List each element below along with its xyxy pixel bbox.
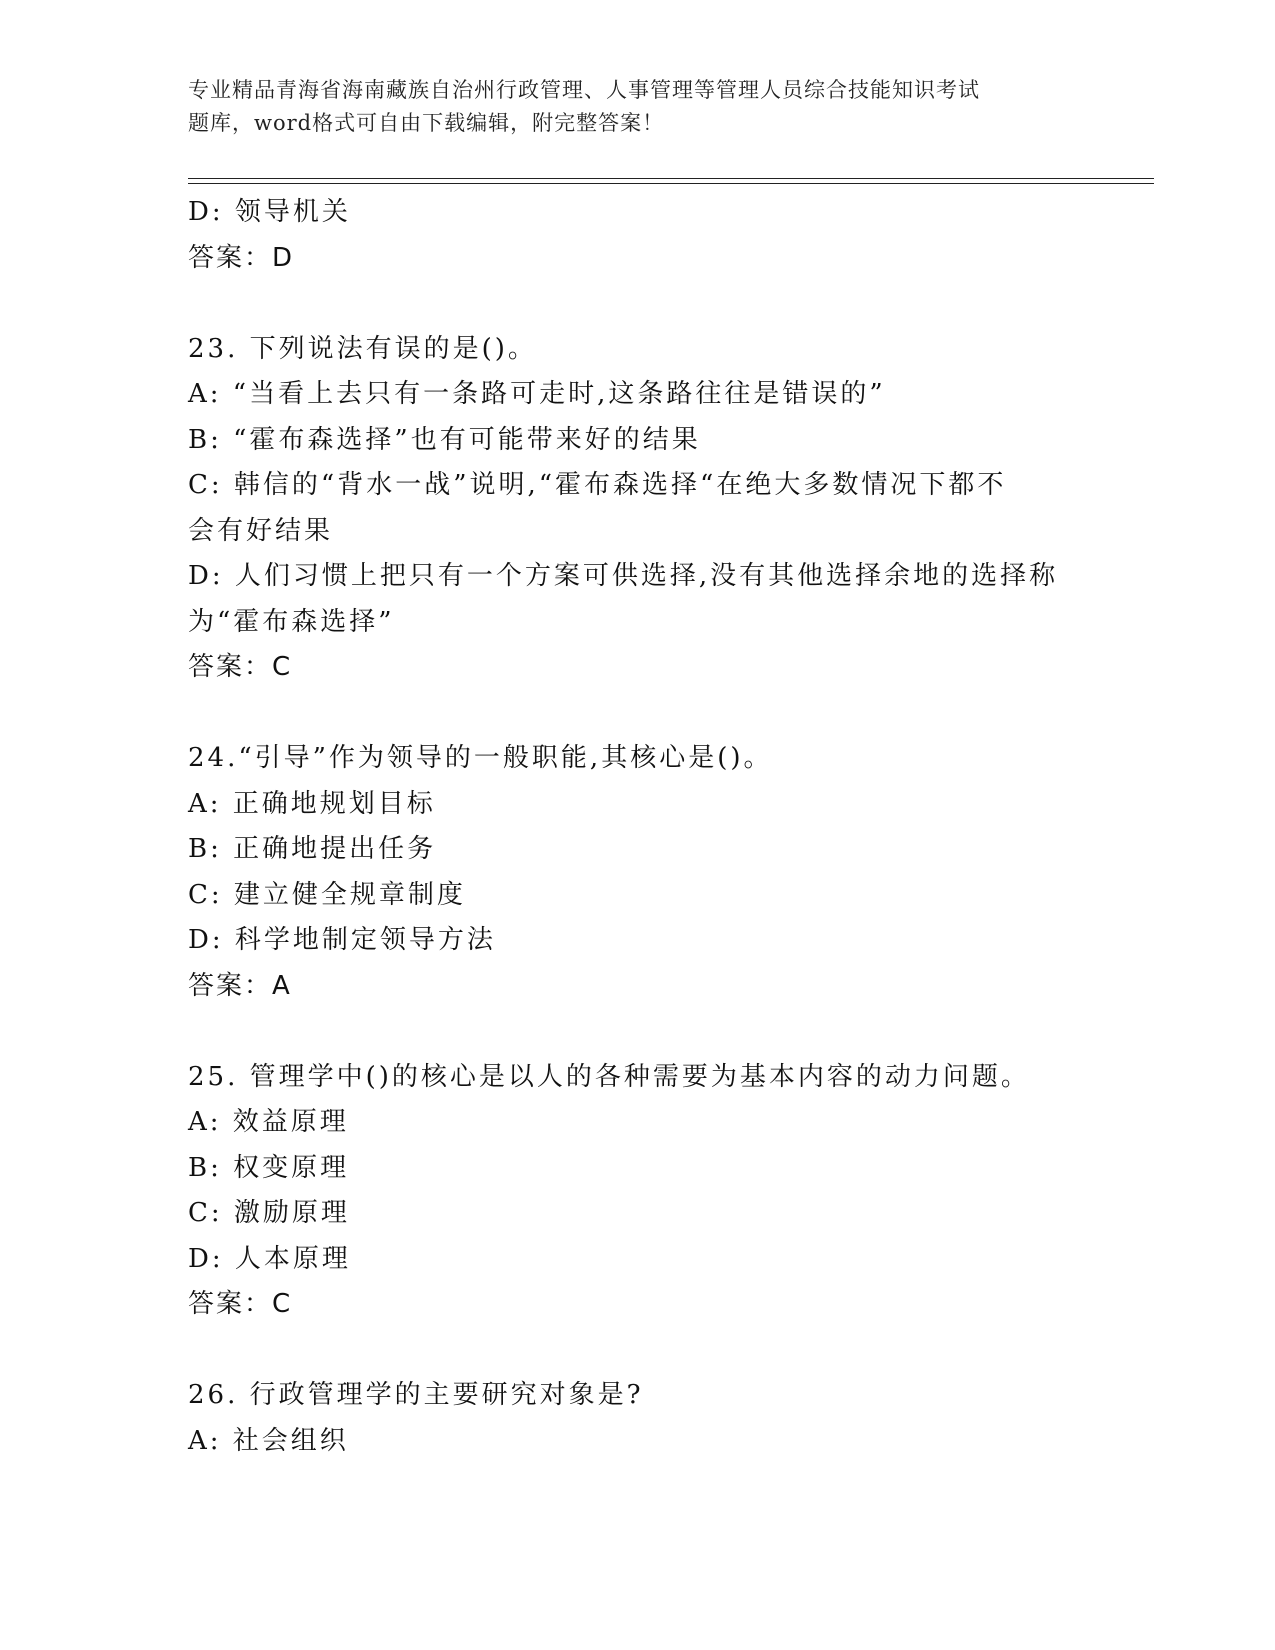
option-line: C: 韩信的“背水一战”说明,“霍布森选择“在绝大多数情况下都不: [188, 470, 1007, 500]
question-stem: 24.“引导”作为领导的一般职能,其核心是()。: [188, 743, 773, 773]
question-23: [188, 327, 1088, 691]
option-line: A: 社会组织: [188, 1425, 349, 1456]
option-line: D: 科学地制定领导方法: [188, 925, 496, 955]
spacer: [188, 1009, 1088, 1055]
question-26: [188, 1373, 1088, 1464]
option-line-continuation: 会有好结果: [188, 515, 334, 546]
option-line: B: 正确地提出任务: [188, 834, 437, 864]
option-line: C: 激励原理: [188, 1198, 350, 1228]
option-line: B: 权变原理: [188, 1152, 350, 1183]
option-line: D: 人本原理: [188, 1243, 351, 1274]
answer-line: 答案：A: [188, 970, 292, 1001]
header-line-2: 题库，word格式可自由下载编辑，附完整答案！: [188, 111, 665, 135]
option-line: D: 人们习惯上把只有一个方案可供选择,没有其他选择余地的选择称: [188, 561, 1059, 591]
question-stem: 25. 管理学中()的核心是以人的各种需要为基本内容的动力问题。: [188, 1061, 1030, 1092]
option-line: A: 效益原理: [188, 1107, 349, 1137]
header-rule-top: [188, 178, 1154, 179]
option-line: B: “霍布森选择”也有可能带来好的结果: [188, 424, 701, 455]
spacer: [188, 281, 1088, 327]
question-stem: 26. 行政管理学的主要研究对象是?: [188, 1380, 644, 1410]
answer-line: 答案：D: [188, 242, 295, 273]
question-list: [188, 190, 1088, 1464]
carryover-block: [188, 190, 1088, 281]
option-line: A: 正确地规划目标: [188, 788, 436, 819]
option-line: C: 建立健全规章制度: [188, 879, 466, 910]
option-line: D: 领导机关: [188, 197, 351, 227]
option-line-continuation: 为“霍布森选择”: [188, 606, 395, 637]
header-rule-bottom: [188, 183, 1154, 184]
spacer: [188, 1328, 1088, 1374]
page-header: [188, 74, 1088, 140]
question-24: [188, 736, 1088, 1009]
answer-line: 答案：C: [188, 1289, 293, 1319]
question-25: [188, 1055, 1088, 1328]
option-line: A: “当看上去只有一条路可走时,这条路往往是错误的”: [188, 379, 886, 409]
answer-line: 答案：C: [188, 652, 293, 682]
header-line-1: 专业精品青海省海南藏族自治州行政管理、人事管理等管理人员综合技能知识考试: [188, 78, 980, 102]
spacer: [188, 691, 1088, 737]
question-stem: 23. 下列说法有误的是()。: [188, 333, 537, 364]
